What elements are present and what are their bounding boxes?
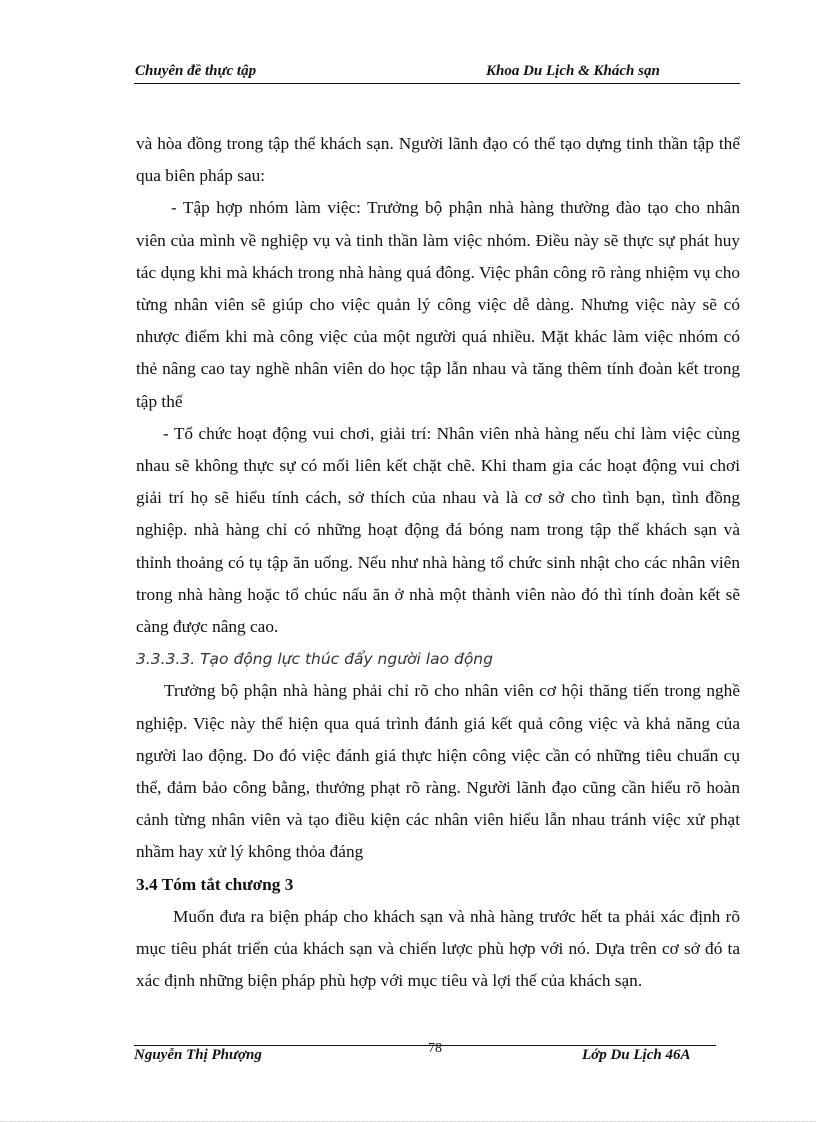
paragraph-teamwork: - Tập hợp nhóm làm việc: Trưởng bộ phận nhà hàng thường đào tạo cho nhân viên của mình về nghiệp vụ và tinh thần làm việc nhóm. Điều này sẽ thực sự phát huy tác dụng khi mà khách trong nhà hàng quá đông. Việc phân công rõ ràng nhiệm vụ cho từng nhân viên sẽ giúp cho việc quản lý công việc dễ dàng. Nhưng việc này sẽ có nhược điểm khi mà công việc của một người quá nhiều. Mặt khác làm việc nhóm có thẻ nâng cao tay nghề nhân viên do học tập lẫn nhau và tăng thêm tính đoàn kết trong tập thể (136, 198, 740, 411)
page-edge-divider (0, 1121, 816, 1122)
header-faculty: Khoa Du Lịch & Khách sạn (486, 63, 660, 79)
page-number: 78 (428, 1041, 442, 1056)
page-body (136, 128, 740, 997)
paragraph-continuation: và hòa đồng trong tập thể khách sạn. Người lãnh đạo có thể tạo dựng tinh thần tập thể qua biên pháp sau: (136, 134, 740, 186)
subsection-heading: 3.3.3.3. Tạo động lực thúc đẩy người lao động (136, 650, 493, 669)
section-heading: 3.4 Tóm tắt chương 3 (136, 874, 294, 894)
paragraph-motivation: Trưởng bộ phận nhà hàng phải chỉ rõ cho nhân viên cơ hội thăng tiến trong nghề nghiệp. Việc này thể hiện qua quá trình đánh giá kết quả công việc và khả năng của người lao động. Do đó việc đánh giá thực hiện công việc cần có những tiêu chuẩn cụ thể, đảm bảo công bằng, thưởng phạt rõ ràng. Người lãnh đạo cũng cần hiểu rõ hoàn cảnh từng nhân viên và tạo điều kiện các nhân viên hiểu lẫn nhau tránh việc xử phạt nhầm hay xử lý không thỏa đáng (136, 681, 740, 862)
paragraph-summary: Muốn đưa ra biện pháp cho khách sạn và nhà hàng trước hết ta phải xác định rõ mục tiêu phát triển của khách sạn và chiến lược phù hợp với nó. Dựa trên cơ sở đó ta xác định những biện pháp phù hợp với mục tiêu và lợi thế của khách sạn. (136, 906, 740, 991)
footer-class: Lớp Du Lịch 46A (582, 1047, 691, 1063)
paragraph-activities: - Tổ chức hoạt động vui chơi, giải trí: Nhân viên nhà hàng nếu chỉ làm việc cùng nhau sẽ không thực sự có mối liên kết chặt chẽ. Khi tham gia các hoạt động vui chơi giải trí họ sẽ hiểu tính cách, sở thích của nhau và là cơ sở cho tình bạn, tình đồng nghiệp. nhà hàng chỉ có những hoạt động đá bóng nam trong tập thể khách sạn và thỉnh thoảng có tụ tập ăn uống. Nếu như nhà hàng tổ chức sinh nhật cho các nhân viên trong nhà hàng hoặc tổ chúc nấu ăn ở nhà một thành viên nào đó thì tính đoàn kết sẽ càng được nâng cao. (136, 423, 740, 637)
footer-author: Nguyễn Thị Phượng (134, 1047, 262, 1063)
header-document-type: Chuyên đề thực tập (135, 63, 257, 79)
footer-rule (134, 1045, 716, 1046)
page-header (134, 61, 740, 84)
